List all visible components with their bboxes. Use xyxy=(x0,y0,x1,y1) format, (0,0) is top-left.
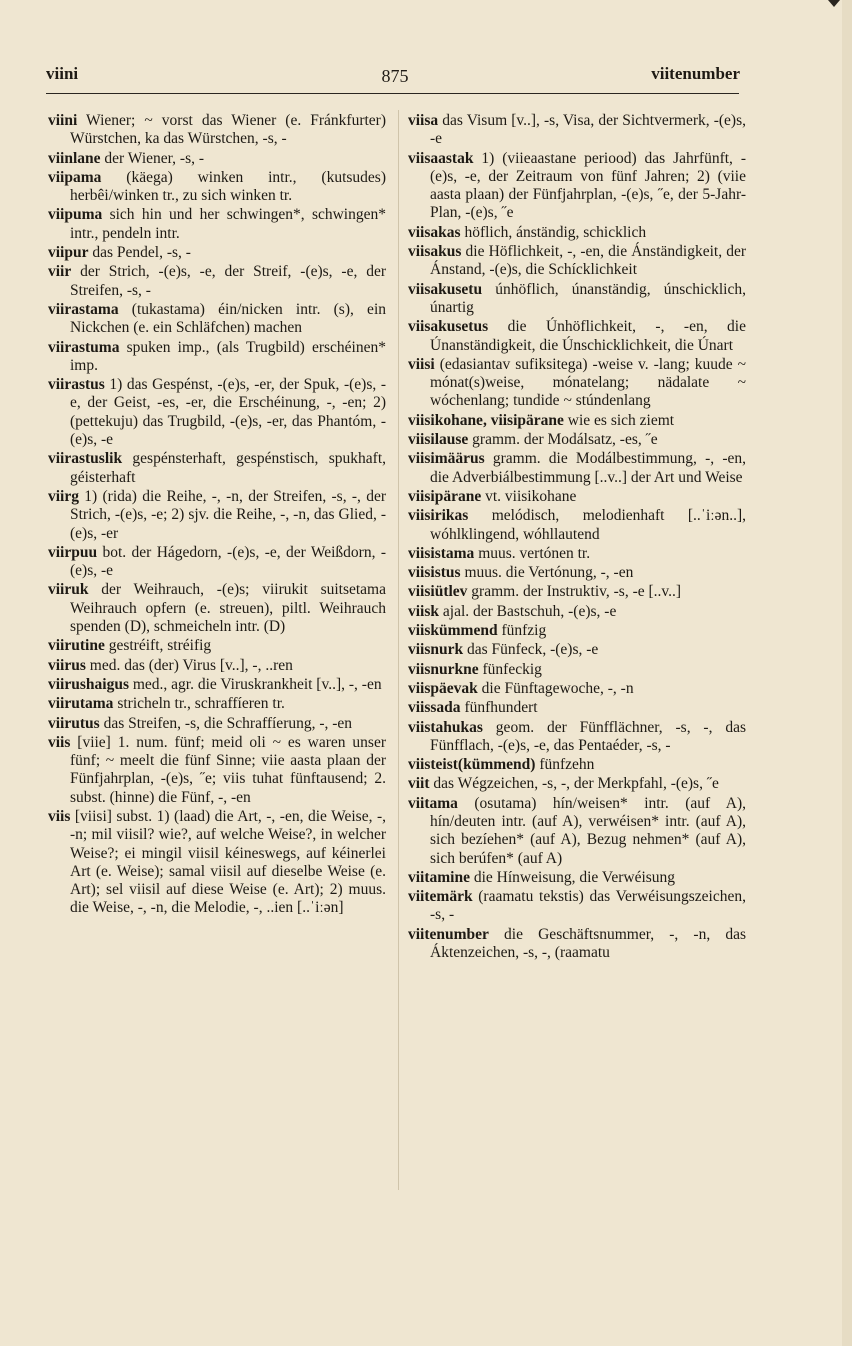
entry-headword: viini xyxy=(48,112,78,129)
dictionary-entry xyxy=(48,376,386,449)
entry-definition: spuken imp., (als Trugbild) erschéinen* imp. xyxy=(70,338,386,374)
dictionary-entry xyxy=(48,695,386,713)
dictionary-entry xyxy=(408,545,746,563)
entry-definition: muus. die Vertónung, -, -en xyxy=(460,564,634,582)
entry-headword: viisakas xyxy=(408,223,461,241)
entry-definition: (käega) winken intr., (kutsudes) herbêi/winken tr., zu sich winken tr. xyxy=(70,168,386,205)
dictionary-entry xyxy=(48,263,386,300)
entry-headword: viir xyxy=(48,263,72,281)
entry-definition: fünfzehn xyxy=(535,756,595,774)
dictionary-entry xyxy=(48,206,386,243)
entry-definition: gramm. die Modálbestimmung, -, -en, die Adverbiálbestimmung [..v..] der Art und Weise xyxy=(430,450,746,486)
entry-headword: viisakus xyxy=(408,243,462,261)
entry-definition: med. das (der) Virus [v..], -, ..ren xyxy=(85,656,293,674)
dictionary-entry xyxy=(48,112,386,149)
dictionary-entry xyxy=(48,715,386,733)
dictionary-entry xyxy=(408,661,746,679)
entry-definition: das Visum [v..], -s, Visa, der Sichtvermerk, -(e)s, -e xyxy=(430,112,746,148)
dictionary-entry xyxy=(408,603,746,621)
entry-definition: (tukastama) éin/nicken intr. (s), ein Nickchen (e. ein Schläfchen) machen xyxy=(70,300,386,337)
entry-headword: viis xyxy=(48,733,71,751)
entry-headword: viisk xyxy=(408,602,440,620)
entry-headword: viiskümmend xyxy=(408,622,498,640)
entry-definition: Wiener; ~ vorst das Wiener (e. Fránkfurter) Würstchen, ka das Würstchen, -s, - xyxy=(70,112,386,148)
dictionary-entry xyxy=(48,734,386,807)
entry-headword: viisilause xyxy=(408,431,469,449)
dictionary-entry xyxy=(408,583,746,601)
entry-headword: viirpuu xyxy=(48,543,98,561)
entry-headword: viirushaigus xyxy=(48,675,129,693)
entry-definition: melódisch, melodienhaft [..ˈiːən..], wóhlklingend, wóhllautend xyxy=(430,507,746,543)
entry-definition: 1) (viieaastane periood) das Jahrfünft, -(e)s, -e, der Zeitraum von fünf Jahren; 2) (viie aasta plaan) der Fünfjahrplan, -(e)s, ˝e, der 5-Jahr-Plan, -(e)s, ˝e xyxy=(430,149,746,222)
corner-mark xyxy=(828,0,840,7)
entry-definition: 1) das Gespénst, -(e)s, -er, der Spuk, -(e)s, -e, der Geist, -es, -er, die Erschéinung, -, -en; 2) (pettekuju) das Trugbild, -(e)s, -er, das Phantóm, -(e)s, -e xyxy=(70,376,386,449)
dictionary-entry xyxy=(408,775,746,793)
dictionary-entry xyxy=(408,488,746,506)
dictionary-entry xyxy=(408,756,746,774)
dictionary-entry xyxy=(408,926,746,963)
entry-headword: viirastus xyxy=(48,376,105,394)
entry-headword: viisteist(kümmend) xyxy=(408,756,536,774)
entry-definition: das Streifen, -s, die Schraffíerung, -, -en xyxy=(99,714,353,732)
entry-headword: viipama xyxy=(48,168,102,186)
left-guide-word: viini xyxy=(46,64,79,83)
right-guide-word: viitenumber xyxy=(651,64,740,83)
entry-headword: viitamine xyxy=(408,868,470,886)
entry-definition: únhöflich, únanständig, únschicklich, únartig xyxy=(430,280,746,316)
entry-definition: [viie] 1. num. fünf; meid oli ~ es waren unser fünf; ~ meelt die fünf Sinne; viie aasta plaan der Fünfjahrplan, -(e)s, ˝e; viis tuhat fünftausend; 2. subst. (hinne) die Fünf, -, -en xyxy=(70,733,386,806)
dictionary-entry xyxy=(48,581,386,636)
entry-definition: das Fünfeck, -(e)s, -e xyxy=(463,641,599,659)
dictionary-entry xyxy=(48,169,386,206)
entry-definition: der Strich, -(e)s, -e, der Streif, -(e)s, -e, der Streifen, -s, - xyxy=(70,263,386,299)
entry-headword: viirutine xyxy=(48,637,105,655)
entry-headword: viisirikas xyxy=(408,507,469,525)
entry-headword: viisiütlev xyxy=(408,583,468,601)
dictionary-entry xyxy=(48,544,386,581)
dictionary-entry xyxy=(408,412,746,430)
entry-headword: viitama xyxy=(408,794,458,812)
entry-headword: viisipärane xyxy=(408,487,482,505)
page-number: 875 xyxy=(381,66,409,86)
dictionary-entry xyxy=(408,112,746,149)
entry-headword: viirutus xyxy=(48,714,100,732)
entry-definition: muus. vertónen tr. xyxy=(474,544,591,562)
entry-headword: viissada xyxy=(408,699,461,717)
entry-headword: viisakusetu xyxy=(408,280,483,298)
entry-headword: viirastuma xyxy=(48,338,120,356)
dictionary-entry xyxy=(408,356,746,411)
dictionary-entry xyxy=(408,888,746,925)
dictionary-entry xyxy=(48,244,386,262)
entry-headword: viisakusetus xyxy=(408,318,489,336)
entry-definition: (edasiantav sufiksitega) -weise v. -lang; kuude ~ mónat(s)weise, mónatelang; nädalate ~ wóchenlang; tundide ~ stúndenlang xyxy=(430,355,746,410)
page-edge-shadow xyxy=(842,0,852,1346)
dictionary-entry xyxy=(408,243,746,280)
dictionary-entry xyxy=(48,150,386,168)
dictionary-entry xyxy=(408,641,746,659)
entry-headword: viisistus xyxy=(408,564,461,582)
entry-definition: die Geschäftsnummer, -, -n, das Áktenzeichen, -s, -, (raamatu xyxy=(430,925,746,962)
dictionary-entry xyxy=(408,680,746,698)
entry-definition: höflich, ánständig, schicklich xyxy=(460,223,647,241)
dictionary-entry xyxy=(408,507,746,544)
dictionary-entry xyxy=(408,699,746,717)
right-column xyxy=(408,112,746,963)
entry-headword: viis xyxy=(48,807,71,825)
entry-definition: vt. viisikohane xyxy=(481,487,577,505)
entry-definition: gramm. der Modálsatz, -es, ˝e xyxy=(468,431,658,449)
dictionary-entry xyxy=(408,281,746,318)
dictionary-entry xyxy=(48,450,386,487)
entry-definition: 1) (rida) die Reihe, -, -n, der Streifen, -s, -, der Strich, -(e)s, -e; 2) sjv. die Reihe, -, -n, das Glied, -(e)s, -er xyxy=(70,487,386,542)
entry-definition: die Fünftagewoche, -, -n xyxy=(477,679,634,697)
entry-definition: med., agr. die Viruskrankheit [v..], -, -en xyxy=(128,675,382,693)
dictionary-entry xyxy=(408,869,746,887)
entry-headword: viipur xyxy=(48,244,89,262)
dictionary-entry xyxy=(408,622,746,640)
entry-definition: bot. der Hágedorn, -(e)s, -e, der Weißdorn, -(e)s, -e xyxy=(70,543,386,580)
entry-definition: ajal. der Bastschuh, -(e)s, -e xyxy=(439,602,617,620)
entry-headword: viitenumber xyxy=(408,925,489,943)
entry-headword: viipuma xyxy=(48,206,103,224)
entry-definition: der Wiener, -s, - xyxy=(100,149,205,167)
entry-definition: fünfzig xyxy=(497,622,547,640)
entry-headword: viisaastak xyxy=(408,149,474,167)
entry-headword: viit xyxy=(408,775,430,793)
entry-definition: das Wégzeichen, -s, -, der Merkpfahl, -(e)s, ˝e xyxy=(429,775,719,793)
entry-definition: geom. der Fünfflächner, -s, -, das Fünfflach, -(e)s, -e, das Pentaéder, -s, - xyxy=(430,718,746,754)
dictionary-entry xyxy=(48,488,386,543)
dictionary-entry xyxy=(408,431,746,449)
header-rule xyxy=(46,93,739,94)
dictionary-entry xyxy=(48,301,386,338)
entry-definition: fünfeckig xyxy=(478,660,542,678)
entry-definition: die Hínweisung, die Verwéisung xyxy=(470,868,676,886)
entry-definition: fünfhundert xyxy=(460,699,538,717)
dictionary-entry xyxy=(48,657,386,675)
dictionary-entry xyxy=(48,637,386,655)
entry-headword: viirastuslik xyxy=(48,450,123,468)
entry-headword: viisimäärus xyxy=(408,450,485,468)
dictionary-entry xyxy=(48,676,386,694)
entry-definition: (raamatu tekstis) das Verwéisungszeichen, -s, - xyxy=(430,888,746,924)
entry-headword: viisikohane, viisipärane xyxy=(408,411,564,429)
entry-headword: viisistama xyxy=(408,544,475,562)
entry-headword: viisnurk xyxy=(408,641,464,659)
dictionary-entry xyxy=(408,224,746,242)
dictionary-entry xyxy=(408,150,746,223)
dictionary-entry xyxy=(408,564,746,582)
entry-headword: viiruk xyxy=(48,581,89,599)
dictionary-entry xyxy=(408,450,746,487)
left-column xyxy=(48,112,386,919)
entry-definition: wie es sich ziemt xyxy=(563,411,675,429)
dictionary-entry xyxy=(48,808,386,918)
dictionary-entry xyxy=(408,719,746,756)
entry-headword: viirus xyxy=(48,656,86,674)
entry-definition: [viisi] subst. 1) (laad) die Art, -, -en, die Weise, -, -n; mil viisil? wie?, auf welche Weise?, in welcher Weise?; ei mingil viisil kéineswegs, auf kéinerlei Art (e. Weise); samal viisil auf dieselbe Weise (e. Art); sel viisil auf diese Weise (e. Art); 2) muus. die Weise, -, -n, die Melodie, -, ..ien [..ˈiːən] xyxy=(70,807,386,917)
entry-definition: (osutama) hín/weisen* intr. (auf A), hín/deuten intr. (auf A), verwéisen* intr. (auf A), sich bezíehen* (auf A), Bezug nehmen* (auf A), sich berúfen* (auf A) xyxy=(430,794,746,867)
column-separator xyxy=(398,110,399,1190)
entry-definition: gestréift, stréifig xyxy=(104,637,212,655)
entry-headword: viirutama xyxy=(48,695,114,713)
entry-headword: viistahukas xyxy=(408,718,483,736)
entry-definition: die Höflichkeit, -, -en, die Ánständigkeit, der Ánstand, -(e)s, die Schícklichkeit xyxy=(430,243,746,279)
entry-headword: viisnurkne xyxy=(408,660,479,678)
entry-definition: gramm. der Instruktiv, -s, -e [..v..] xyxy=(467,583,682,601)
entry-headword: viirg xyxy=(48,487,79,505)
entry-headword: viisa xyxy=(408,112,439,129)
entry-headword: viitemärk xyxy=(408,888,473,906)
entry-definition: das Pendel, -s, - xyxy=(88,244,191,262)
dictionary-entry xyxy=(48,339,386,376)
entry-headword: viisi xyxy=(408,355,435,373)
entry-headword: viirastama xyxy=(48,300,119,318)
entry-definition: gespénsterhaft, gespénstisch, spukhaft, géisterhaft xyxy=(70,450,386,486)
entry-definition: stricheln tr., schraffíeren tr. xyxy=(113,695,285,713)
dictionary-entry xyxy=(408,795,746,868)
entry-definition: die Únhöflichkeit, -, -en, die Únanständigkeit, die Únschicklichkeit, die Únart xyxy=(430,318,746,354)
entry-definition: sich hin und her schwingen*, schwingen* intr., pendeln intr. xyxy=(70,206,386,242)
dictionary-entry xyxy=(408,318,746,355)
entry-definition: der Weihrauch, -(e)s; viirukit suitsetama Weihrauch opfern (e. streuen), piltl. Weihrauch spenden (D), schmeicheln intr. (D) xyxy=(70,581,386,636)
entry-headword: viinlane xyxy=(48,149,101,167)
entry-headword: viispäevak xyxy=(408,679,478,697)
